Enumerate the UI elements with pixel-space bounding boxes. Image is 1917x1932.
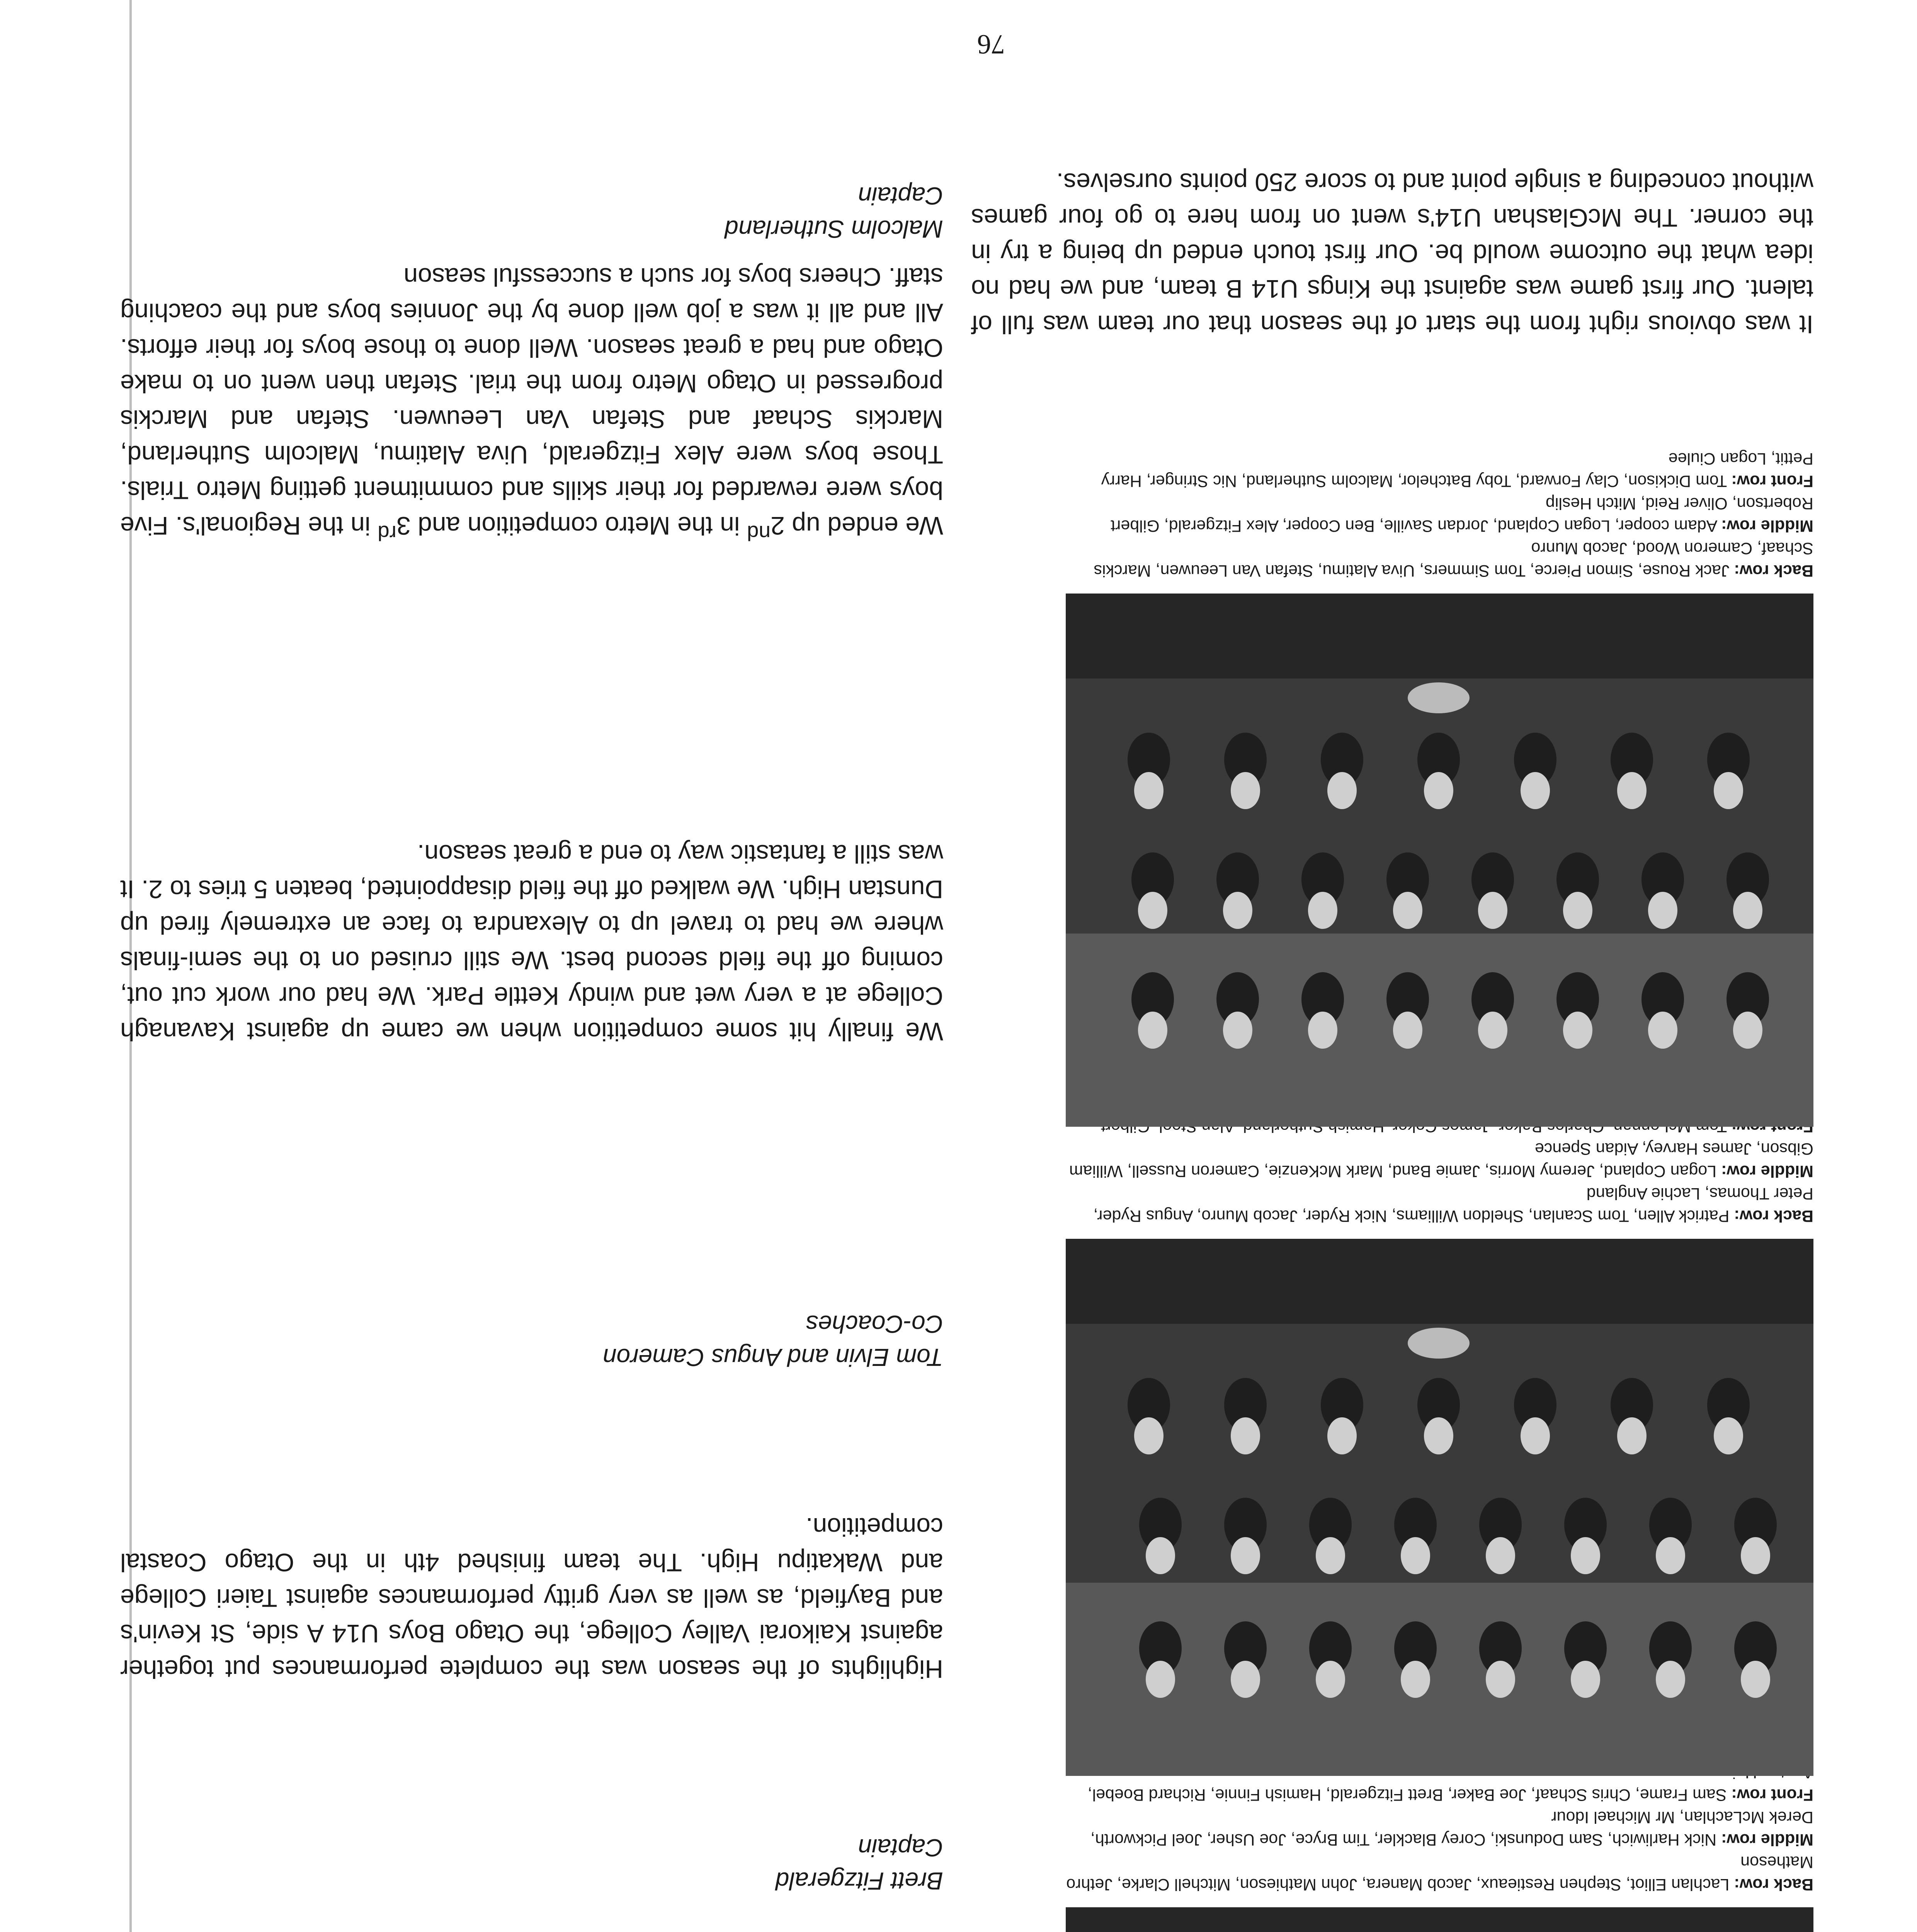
signature-role: Captain [858,1834,943,1862]
ordinal-suffix: nd [747,521,771,545]
article-3-signature [725,179,943,246]
middle-row-label: Middle row: [1721,517,1813,535]
team-photo-3 [1066,594,1813,1127]
middle-row-names: Logan Copland, Jeremy Morris, Jamie Band, Mark McKenzie, Cameron Russell, William Gibson, James Harvey, Aidan Spence [1069,1139,1813,1180]
team-photo-icon [1066,1239,1813,1776]
front-row-label: Front row: [1731,1786,1813,1804]
article-1-signature [776,1831,943,1898]
signature-name: Brett Fitzgerald [776,1867,943,1895]
signature-role: Co-Coaches [806,1310,943,1338]
article-4-body: It was obvious right from the start of the season that our team was full of talent. Our first game was against the Kings U14 B team, and we had no idea what the outcome would be. Our first touch ended up being a try in the corner. The McGlashan U14's went on from here to go four games without conceding a single point and to score 250 points ourselves. [971,168,1813,339]
photo-1-caption [1066,1761,1813,1896]
text: in the Regional's. Five boys were rewarded for their skills and commitment getting Metro Trials. Those boys were Alex Fitzgerald, Uiva Alatimu, Malcolm Sutherland, Marckis Schaaf and Stefan Van Leeuwen. Stefan and Marckis progressed in Otago Metro from the trial. Stefan then went on to make Otago and had a great season. Well done to those boys for their efforts. All and all it was a job well done by the Jonnies boys and the coaching staff. Cheers boys for such a successful season [120,263,943,540]
middle-row-label: Middle row: [1721,1162,1813,1180]
signature-role: Captain [858,182,943,210]
middle-row-names: Adam cooper, Logan Copland, Jordan Saville, Ben Cooper, Alex Fitzgerald, Gilbert Robertson, Oliver Reid, Mitch Heslip [1111,494,1813,535]
front-row-names: Sam Frame, Chris Schaaf, Joe Baker, Brett Fitzgerald, Hamish Finnie, Richard Boebel, [1087,1786,1727,1804]
photo-3-caption [1066,447,1813,582]
article-3-body-1: We finally hit some competition when we came up against Kavanagh College at a very wet and windy Kettle Park. We had our work cut out, coming off the field second best. We still cruised on to the semi-finals where we had to travel up to Alexandra to face an extremely fired up Dunstan High. We walked off the field disappointed, beaten 5 tries to 2. It was still a fantastic way to end a great season. [120,840,943,1046]
article-2-body: Highlights of the season was the complete performances put together against Kaikorai Valley College, the Otago Boys U14 A side, St Kevin's and Bayfield, as well as very gritty performances against Taieri College and Wakatipu High. The team finished 4th in the Otago Coastal competition. [120,1513,943,1684]
text: We ended up 2 [771,512,943,540]
front-row-label: Front row: [1731,472,1813,490]
signature-name: Malcolm Sutherland [725,215,943,243]
team-photo-1 [1066,1907,1813,1932]
back-row-names: Lachlan Elliot, Stephen Restieaux, Jacob Manera, John Mathieson, Mitchell Clarke, Jethro Matheson [1066,1853,1813,1894]
text: in the Metro competition and 3 [396,512,747,540]
back-row-label: Back row: [1734,1207,1813,1225]
page-number: 76 [977,29,1005,60]
team-photo-icon [1066,594,1813,1127]
front-row-names: Tom Dickison, Clay Forward, Toby Batchelor, Malcolm Sutherland, Nic Stringer, Harry Pettit, Logan Ciulee [1101,449,1813,490]
back-row-label: Back row: [1734,1875,1813,1894]
middle-row-label: Middle row: [1721,1830,1813,1849]
back-row-names: Jack Rouse, Simon Pierce, Tom Simmers, Uiva Alatimu, Stefan Van Leeuwen, Marckis Schaaf, Cameron Wood, Jacob Munro [1094,539,1813,580]
back-row-names: Patrick Allen, Tom Scanlan, Sheldon Williams, Nick Ryder, Jacob Munro, Angus Ryder, Peter Thomas, Lachie Angland [1093,1184,1813,1225]
signature-name: Tom Elvin and Angus Cameron [602,1344,943,1371]
back-row-label: Back row: [1734,561,1813,580]
ordinal-suffix: rd [378,521,397,545]
team-photo-2 [1066,1239,1813,1776]
article-2-signature [603,1308,943,1374]
team-photo-icon [1066,1907,1813,1932]
article-3-body-2 [120,259,943,551]
middle-row-names: Nick Harliwich, Sam Dodunski, Corey Blackler, Tim Bryce, Joe Usher, Joel Pickworth, Derek McLachlan, Mr Michael Idour [1090,1808,1813,1849]
